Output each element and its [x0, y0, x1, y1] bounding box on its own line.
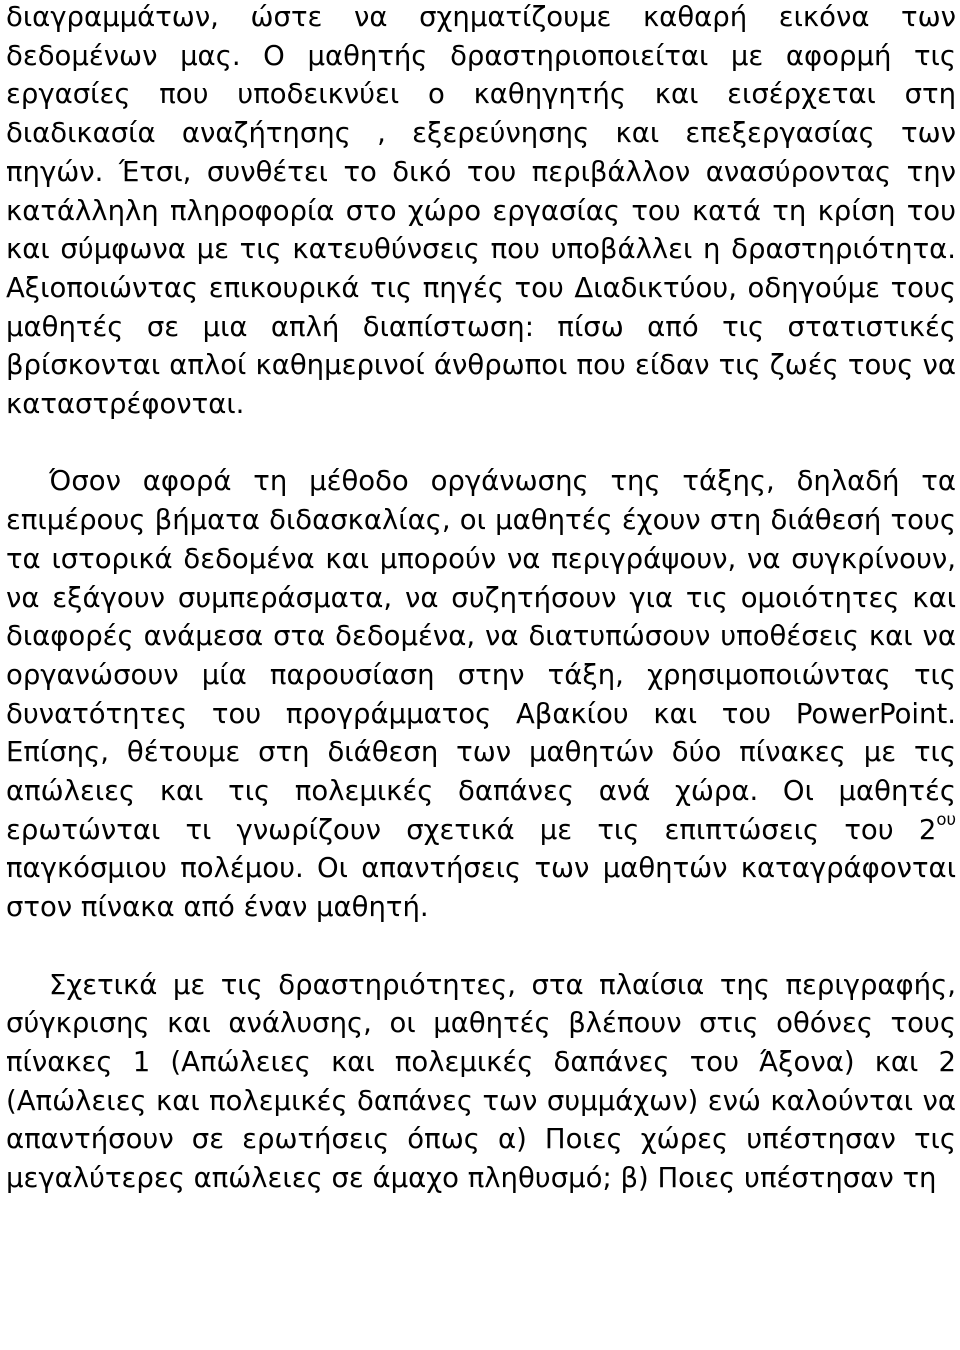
ordinal-superscript: ου — [936, 809, 956, 829]
paragraph-class-organization — [6, 462, 956, 926]
paragraph-gap — [6, 927, 956, 966]
paragraph-class-organization-text: Όσον αφορά τη μέθοδο οργάνωσης της τάξης, δηλαδή τα επιμέρους βήματα διδασκαλίας, οι μαθητές έχουν στη διάθεσή τους τα ιστορικά δεδομένα και μπορούν να περιγράψουν, να συγκρίνουν, να εξάγουν συμπεράσματα, να συζητήσουν για τις ομοιότητες και διαφορές ανάμεσα στα δεδομένα, να διατυπώσουν υποθέσεις και να οργανώσουν μία παρουσίαση στην τάξη, χρησιμοποιώντας τις δυνατότητες του προγράμματος Αβακίου και του PowerPoint. Επίσης, θέτουμε στη διάθεση των μαθητών δύο πίνακες με τις απώλειες και τις πολεμικές δαπάνες ανά χώρα. Οι μαθητές ερωτώνται τι γνωρίζουν σχετικά με τις επιπτώσεις του 2 — [6, 465, 956, 846]
paragraph-activities: Σχετικά με τις δραστηριότητες, στα πλαίσια της περιγραφής, σύγκρισης και ανάλυσης, οι μαθητές βλέπουν στις οθόνες τους πίνακες 1 (Απώλειες και πολεμικές δαπάνες του Άξονα) και 2 (Απώλειες και πολεμικές δαπάνες των συμμάχων) ενώ καλούνται να απαντήσουν σε ερωτήσεις όπως α) Ποιες χώρες υπέστησαν τις μεγαλύτερες απώλειες σε άμαχο πληθυσμό; β) Ποιες υπέστησαν τη — [6, 968, 956, 1195]
paragraph-class-organization-text-continued: παγκόσμιου πολέμου. Οι απαντήσεις των μαθητών καταγράφονται στον πίνακα από έναν μαθητή. — [6, 852, 956, 924]
paragraph-sources-exploration: διαγραμμάτων, ώστε να σχηματίζουμε καθαρή εικόνα των δεδομένων μας. Ο μαθητής δραστηριοποιείται με αφορμή τις εργασίες που υποδεικνύει ο καθηγητής και εισέρχεται στη διαδικασία αναζήτησης , εξερεύνησης και επεξεργασίας των πηγών. Έτσι, συνθέτει το δικό του περιβάλλον ανασύροντας την κατάλληλη πληροφορία στο χώρο εργασίας του κατά τη κρίση του και σύμφωνα με τις κατευθύνσεις που υποβάλλει η δραστηριότητα. Αξιοποιώντας επικουρικά τις πηγές του Διαδικτύου, οδηγούμε τους μαθητές σε μια απλή διαπίστωση: πίσω από τις στατιστικές βρίσκονται απλοί καθημερινοί άνθρωποι που είδαν τις ζωές τους να καταστρέφονται. — [6, 1, 956, 421]
document-page — [6, 0, 956, 1198]
paragraph-gap — [6, 424, 956, 463]
